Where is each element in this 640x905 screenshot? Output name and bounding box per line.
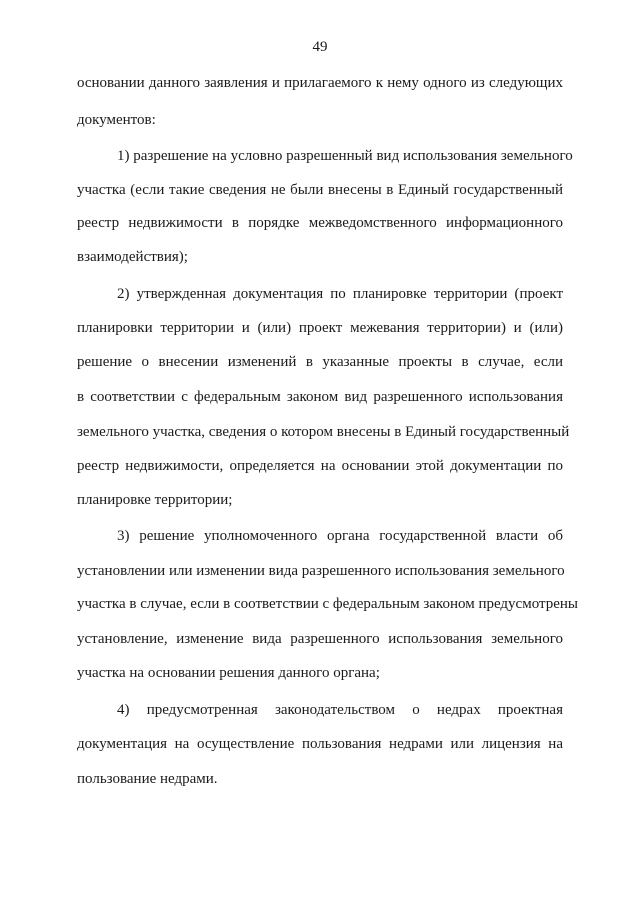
- text-line: пользование недрами.: [77, 771, 218, 787]
- text-line: решение о внесении изменений в указанные проекты в случае, если: [77, 354, 563, 370]
- text-line: взаимодействия);: [77, 249, 188, 265]
- text-line: планировки территории и (или) проект межевания территории) и (или): [77, 320, 563, 336]
- text-line: в соответствии с федеральным законом вид разрешенного использования: [77, 389, 563, 405]
- text-line: земельного участка, сведения о котором внесены в Единый государственный: [77, 424, 570, 440]
- text-line: основании данного заявления и прилагаемого к нему одного из следующих: [77, 75, 563, 91]
- text-line: 4) предусмотренная законодательством о недрах проектная: [117, 702, 563, 718]
- text-line: реестр недвижимости, определяется на основании этой документации по: [77, 458, 563, 474]
- text-line: установлении или изменении вида разрешенного использования земельного: [77, 563, 565, 579]
- text-line: участка в случае, если в соответствии с федеральным законом предусмотрены: [77, 596, 579, 612]
- text-line: участка (если такие сведения не были внесены в Единый государственный: [77, 182, 563, 198]
- text-line: документов:: [77, 112, 156, 128]
- text-line: установление, изменение вида разрешенного использования земельного: [77, 631, 563, 647]
- text-line: участка на основании решения данного органа;: [77, 665, 380, 681]
- text-line: планировке территории;: [77, 492, 233, 508]
- text-line: документация на осуществление пользования недрами или лицензия на: [77, 736, 563, 752]
- page-number: 49: [312, 39, 328, 55]
- text-line: 1) разрешение на условно разрешенный вид использования земельного: [117, 148, 573, 164]
- text-line: реестр недвижимости в порядке межведомственного информационного: [77, 215, 563, 231]
- text-line: 2) утвержденная документация по планировке территории (проект: [117, 286, 563, 302]
- text-line: 3) решение уполномоченного органа государственной власти об: [117, 528, 563, 544]
